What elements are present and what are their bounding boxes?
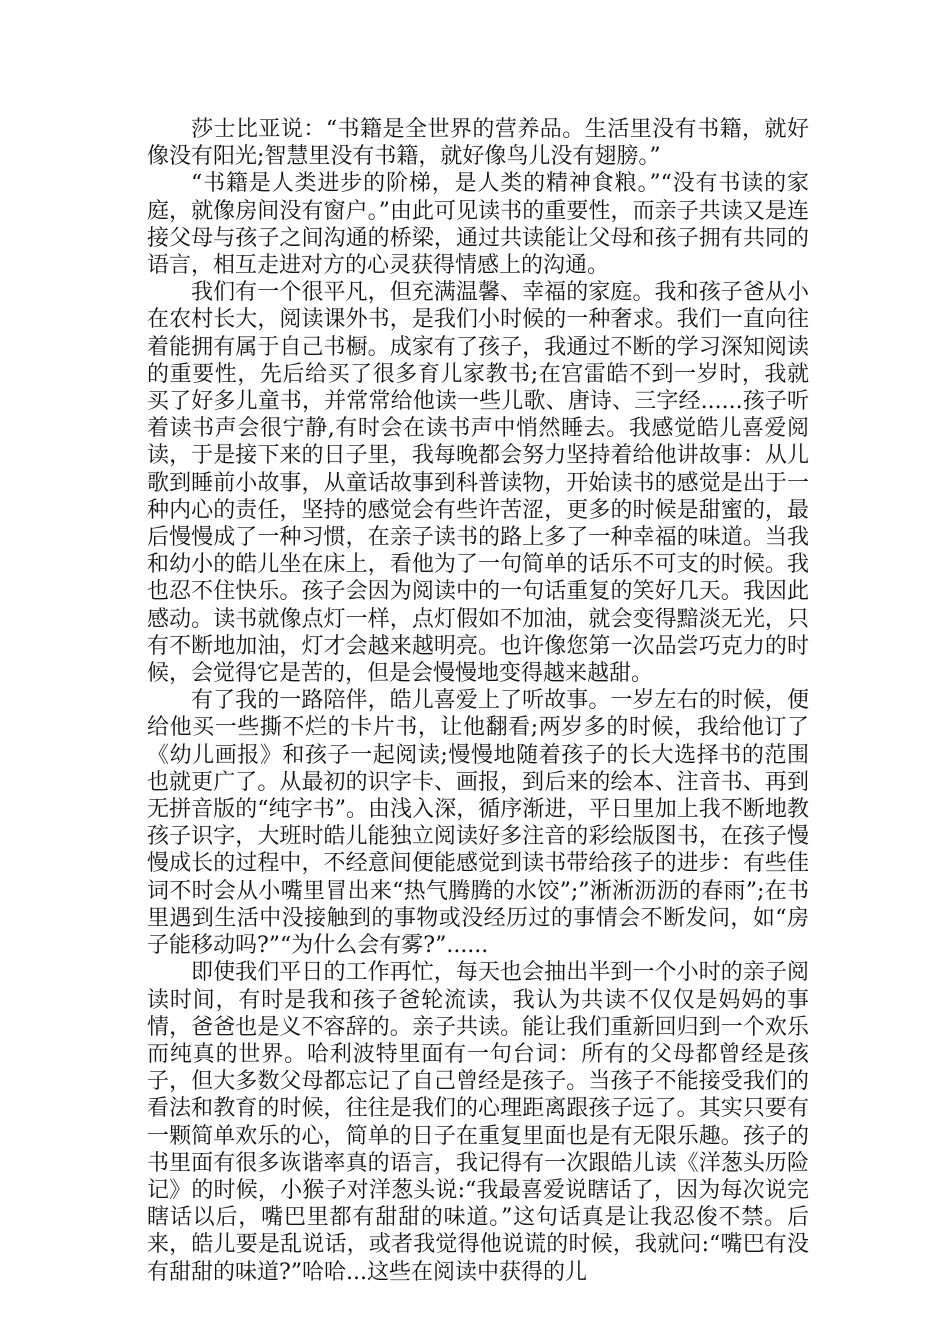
paragraph-our-family: 我们有一个很平凡，但充满温馨、幸福的家庭。我和孩子爸从小在农村长大，阅读课外书，是我们小时候的一种奢求。我们一直向往着能拥有属于自己书橱。成家有了孩子，我通过不断的学习深知阅读的重要性，先后给买了很多育儿家教书;在宫雷皓不到一岁时，我就买了好多儿童书，并常常给他读一些儿歌、唐诗、三字经......孩子听着读书声会很宁静,有时会在读书声中悄然睡去。我感觉皓儿喜爱阅读，于是接下来的日子里，我每晚都会努力坚持着给他讲故事：从儿歌到睡前小故事，从童话故事到科普读物，开始读书的感觉是出于一种内心的责任，坚持的感觉会有些许苦涩，更多的时候是甜蜜的，最后慢慢成了一种习惯，在亲子读书的路上多了一种幸福的味道。当我和幼小的皓儿坐在床上，看他为了一句简单的话乐不可支的时候。我也忍不住快乐。孩子会因为阅读中的一句话重复的笑好几天。我因此感动。读书就像点灯一样，点灯假如不加油，就会变得黯淡无光，只有不断地加油，灯才会越来越明亮。也许像您第一次品尝巧克力的时候，会觉得它是苦的，但是会慢慢地变得越来越甜。 xyxy=(147,280,809,687)
paragraph-parent-child-reading: 即使我们平日的工作再忙，每天也会抽出半到一个小时的亲子阅读时间，有时是我和孩子爸轮流读，我认为共读不仅仅是妈妈的事情，爸爸也是义不容辞的。亲子共读。能让我们重新回归到一个欢乐而纯真的世界。哈利波特里面有一句台词：所有的父母都曾经是孩子，但大多数父母都忘记了自己曾经是孩子。当孩子不能接受我们的看法和教育的时候，往往是我们的心理距离跟孩子远了。其实只要有一颗简单欢乐的心，简单的日子在重复里面也是有无限乐趣。孩子的书里面有很多诙谐率真的语言，我记得有一次跟皓儿读《洋葱头历险记》的时候，小猴子对洋葱头说:“我最喜爱说瞎话了，因为每次说完瞎话以后，嘴巴里都有甜甜的味道。”这句话真是让我忍俊不禁。后来，皓儿要是乱说话，或者我觉得他说谎的时候，我就问:“嘴巴有没有甜甜的味道?”哈哈...这些在阅读中获得的儿 xyxy=(147,960,809,1285)
paragraph-companionship: 有了我的一路陪伴，皓儿喜爱上了听故事。一岁左右的时候，便给他买一些撕不烂的卡片书，让他翻看;两岁多的时候，我给他订了《幼儿画报》和孩子一起阅读;慢慢地随着孩子的长大选择书的范围也就更广了。从最初的识字卡、画报，到后来的绘本、注音书、再到无拼音版的“纯字书”。由浅入深，循序渐进，平日里加上我不断地教孩子识字，大班时皓儿能独立阅读好多注音的彩绘版图书，在孩子慢慢成长的过程中，不经意间便能感觉到读书带给孩子的进步：有些佳词不时会从小嘴里冒出来“热气腾腾的水饺”;”淅淅沥沥的春雨”;在书里遇到生活中没接触到的事物或没经历过的事情会不断发问，如“房子能移动吗?”“为什么会有雾?”...... xyxy=(147,688,809,959)
paragraph-books-ladder: “书籍是人类进步的阶梯，是人类的精神食粮。”“没有书读的家庭，就像房间没有窗户。”由此可见读书的重要性，而亲子共读又是连接父母与孩子之间沟通的桥梁，通过共读能让父母和孩子拥有共同的语言，相互走进对方的心灵获得情感上的沟通。 xyxy=(147,171,809,279)
document-body xyxy=(147,116,809,1286)
paragraph-shakespeare-quote: 莎士比亚说：“书籍是全世界的营养品。生活里没有书籍，就好像没有阳光;智慧里没有书籍，就好像鸟儿没有翅膀。” xyxy=(147,117,809,170)
